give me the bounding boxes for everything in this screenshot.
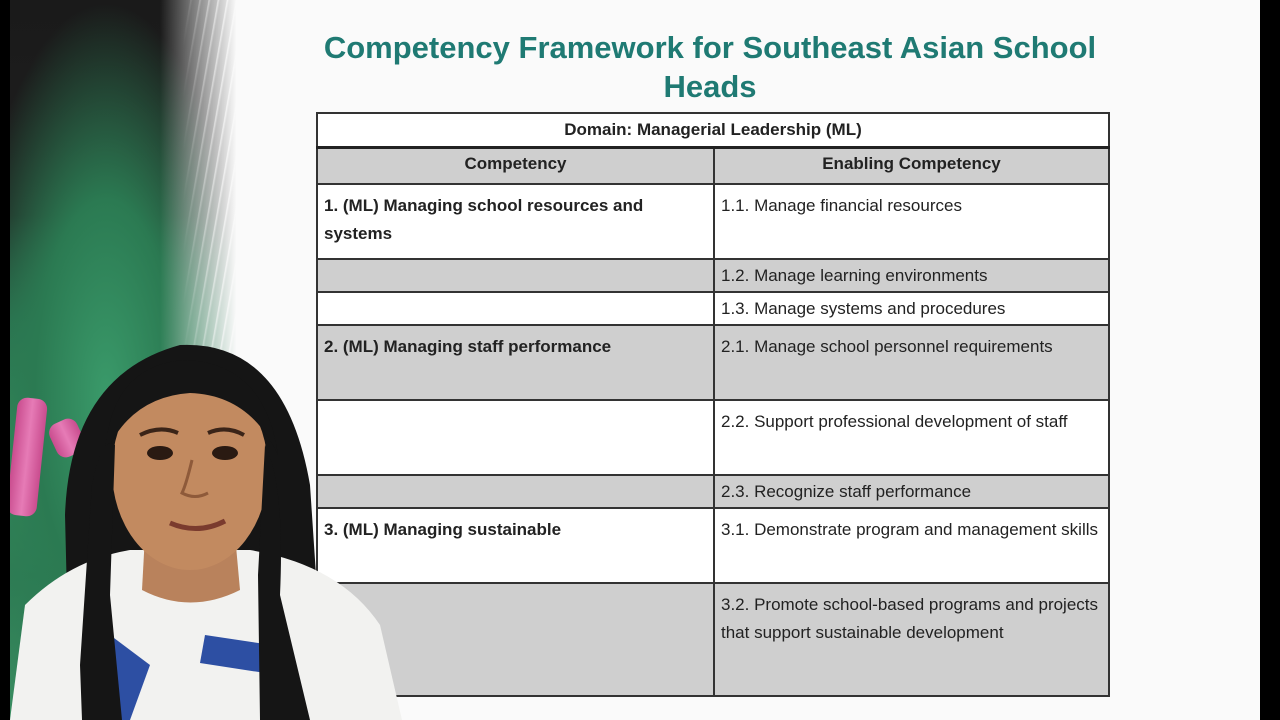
competency-cell: 3. (ML) Managing sustainable — [317, 508, 714, 583]
enabling-cell: 3.1. Demonstrate program and management skills — [714, 508, 1109, 583]
slide-frame — [10, 0, 1260, 720]
table-row — [317, 583, 1109, 696]
table-row — [317, 508, 1109, 583]
table-row — [317, 292, 1109, 325]
column-header-enabling: Enabling Competency — [714, 148, 1109, 185]
column-header-competency: Competency — [317, 148, 714, 185]
competency-cell — [317, 259, 714, 292]
table-row — [317, 259, 1109, 292]
table-row — [317, 325, 1109, 400]
competency-cell — [317, 292, 714, 325]
enabling-cell: 2.1. Manage school personnel requirements — [714, 325, 1109, 400]
table-row — [317, 184, 1109, 259]
enabling-cell: 3.2. Promote school-based programs and projects that support sustainable development — [714, 583, 1109, 696]
enabling-cell: 1.2. Manage learning environments — [714, 259, 1109, 292]
column-header-row — [317, 148, 1109, 185]
domain-row — [317, 113, 1109, 148]
enabling-cell: 2.3. Recognize staff performance — [714, 475, 1109, 508]
enabling-cell: 2.2. Support professional development of staff — [714, 400, 1109, 475]
competency-table — [316, 112, 1110, 697]
competency-cell: 2. (ML) Managing staff performance — [317, 325, 714, 400]
table-row — [317, 475, 1109, 508]
domain-header: Domain: Managerial Leadership (ML) — [317, 113, 1109, 148]
enabling-cell: 1.3. Manage systems and procedures — [714, 292, 1109, 325]
presenter-webcam-icon — [10, 335, 410, 720]
competency-cell: 1. (ML) Managing school resources and systems — [317, 184, 714, 259]
slide-title: Competency Framework for Southeast Asian School Heads — [323, 30, 1097, 104]
table-row — [317, 400, 1109, 475]
enabling-cell: 1.1. Manage financial resources — [714, 184, 1109, 259]
